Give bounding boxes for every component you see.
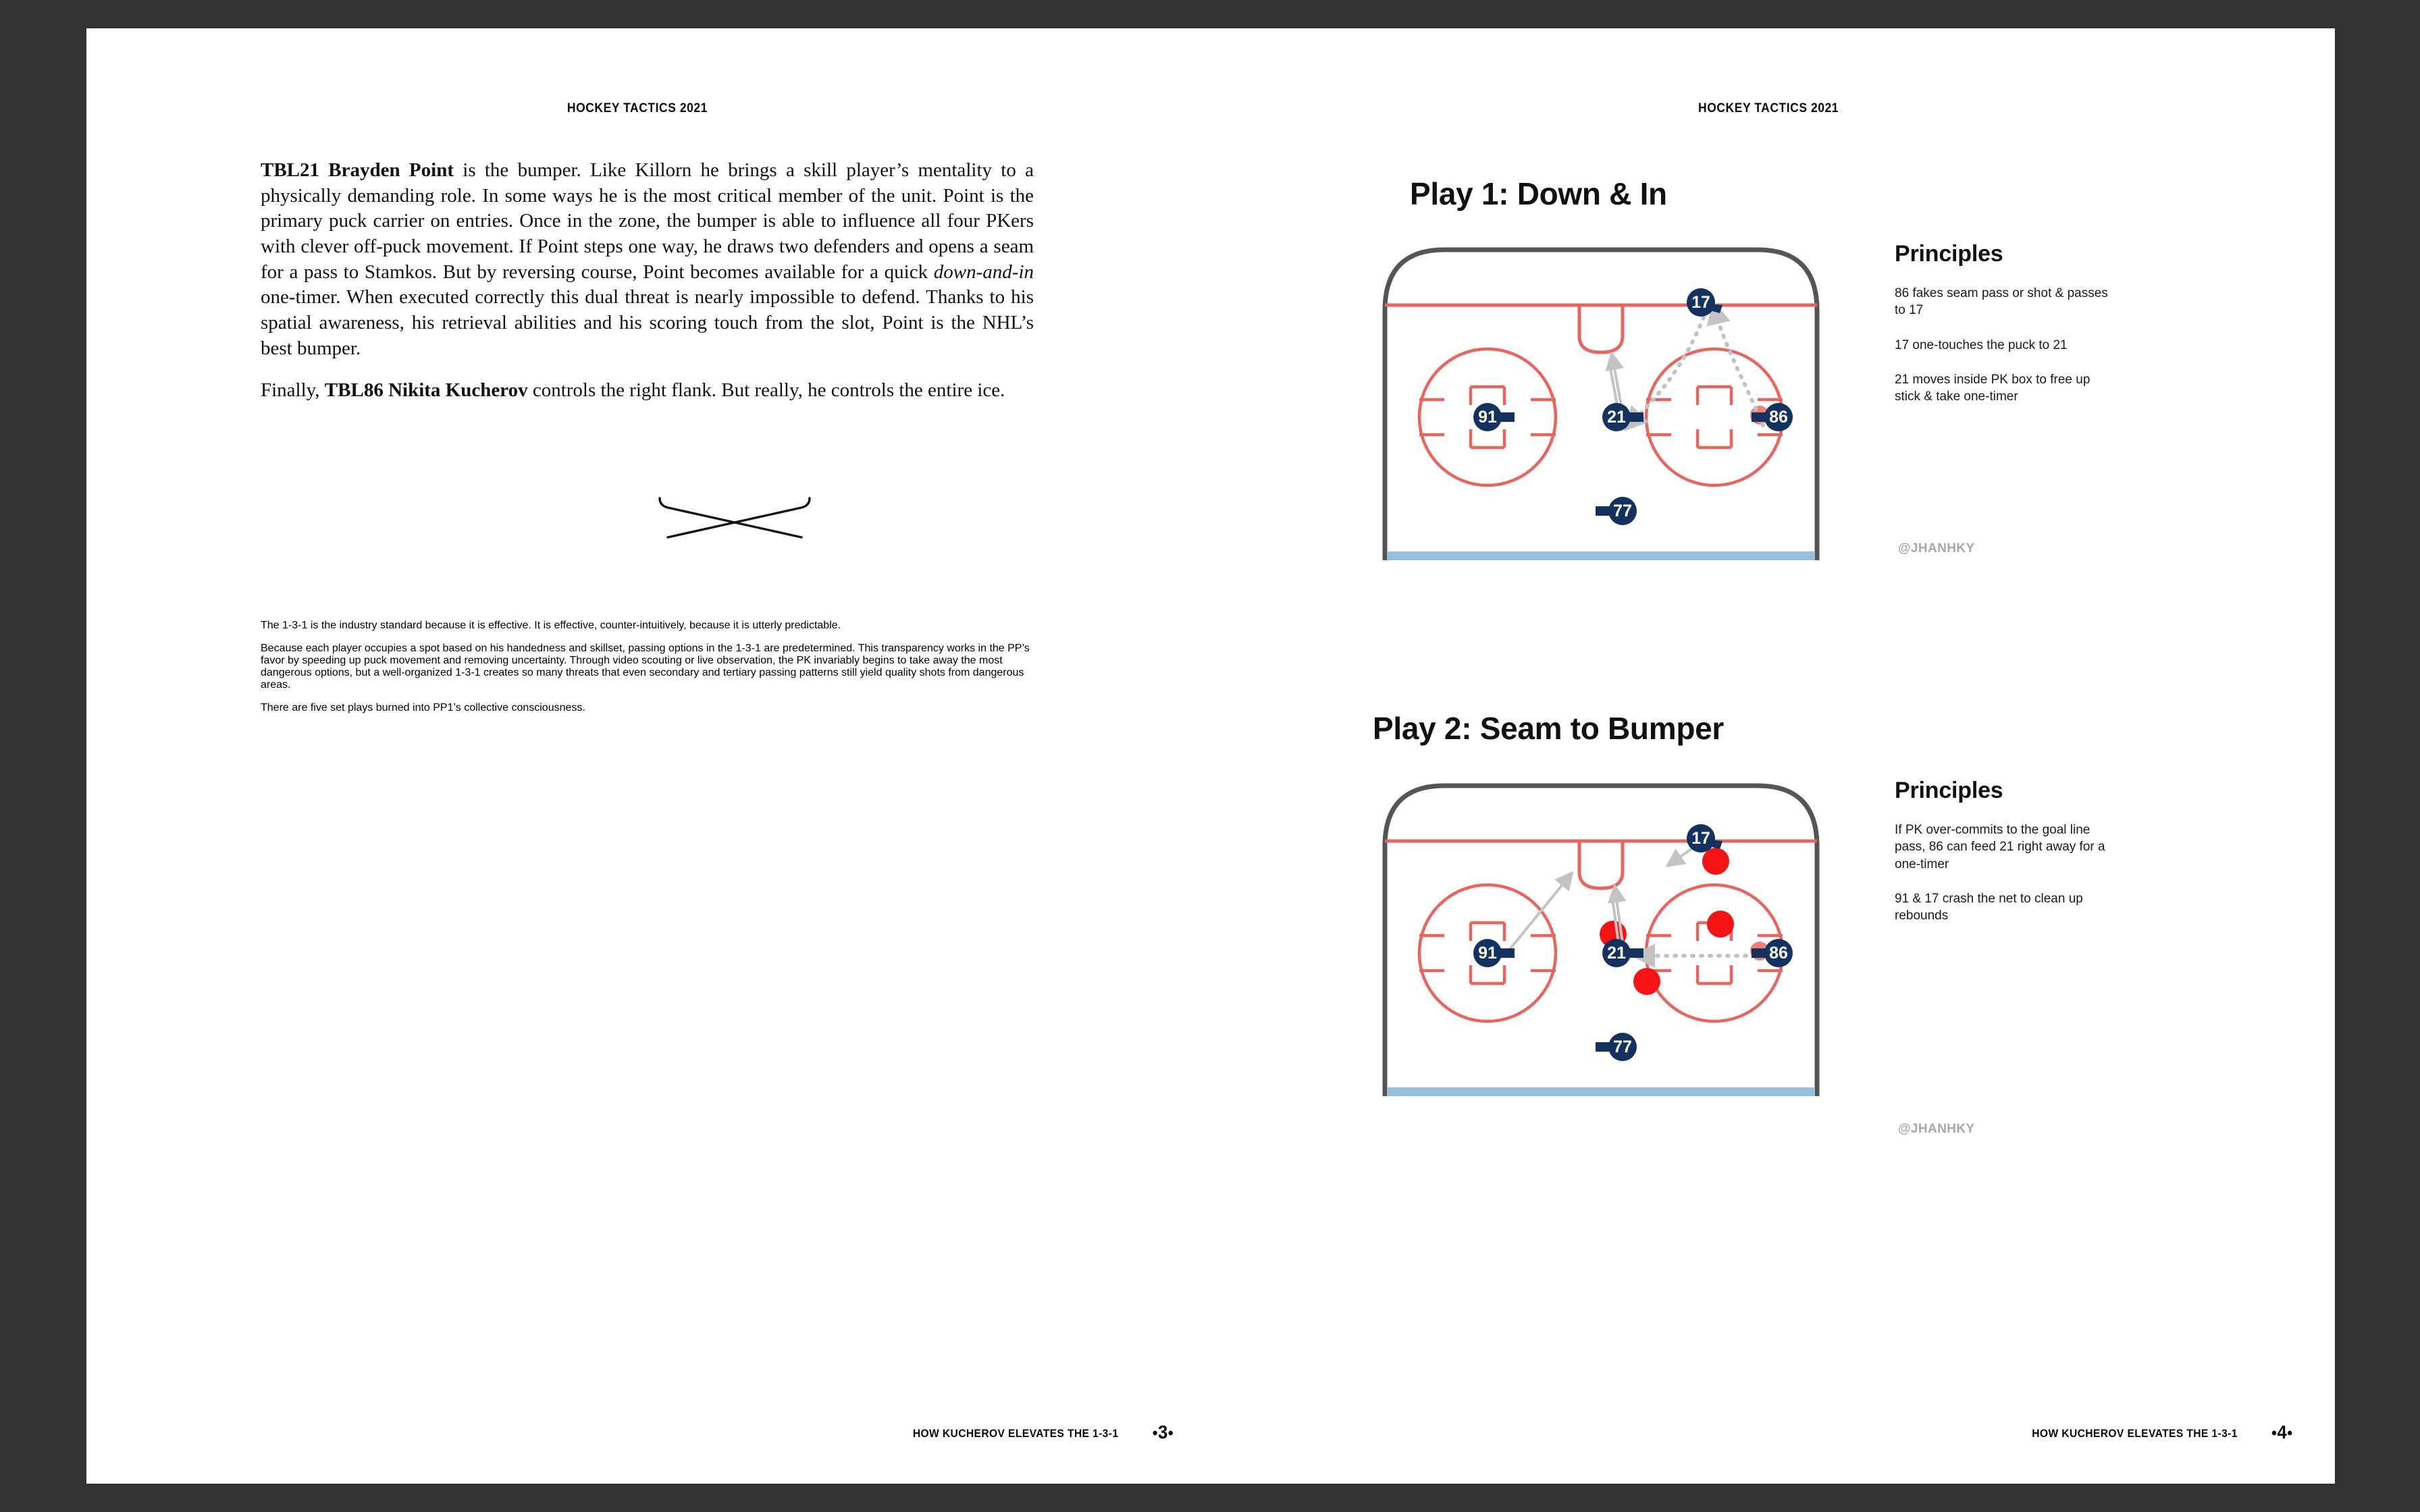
text-run: TBL86 Nikita Kucherov <box>324 379 528 401</box>
defender-marker[interactable] <box>1707 911 1734 938</box>
body-column-bottom <box>261 609 1034 725</box>
player-number-label: 86 <box>1769 944 1788 963</box>
player-number-label: 86 <box>1769 408 1788 427</box>
play-1-block <box>1211 28 2335 636</box>
crossed-hockey-sticks-icon <box>657 494 812 541</box>
play-2-principles-heading: Principles <box>1895 778 2003 803</box>
player-number-label: 21 <box>1607 944 1626 963</box>
footer-title-left: HOW KUCHEROV ELEVATES THE 1-3-1 <box>912 1427 1119 1440</box>
text-run: The 1-3-1 is the industry standard because it is effective. It is effective, counter-intuitively, because it is utterly predictable. <box>261 620 841 631</box>
page-left <box>86 28 1211 1484</box>
defender-marker[interactable] <box>1702 848 1729 875</box>
play-1-principle-item: 86 fakes seam pass or shot & passes to 17 <box>1895 286 2108 318</box>
page-number-left: ●3● <box>1152 1422 1174 1442</box>
paragraph-4 <box>261 643 1034 691</box>
paragraph-1 <box>261 158 1034 362</box>
player-number-label: 91 <box>1478 944 1497 963</box>
paragraph-2 <box>261 378 1034 404</box>
text-run: Finally, <box>261 379 325 401</box>
play-1-principles <box>1895 241 2118 423</box>
blue-line <box>1387 1087 1815 1096</box>
page-number-right: ●4● <box>2271 1422 2293 1442</box>
footer-title-right: HOW KUCHEROV ELEVATES THE 1-3-1 <box>2032 1427 2238 1440</box>
text-run: controls the right flank. But really, he controls the entire ice. <box>527 379 1005 401</box>
text-run: down-and-in <box>933 261 1034 283</box>
play-2-principles <box>1895 778 2118 942</box>
play-1-principle-item: 17 one-touches the puck to 21 <box>1895 338 2068 352</box>
footer-left <box>139 1420 1357 1442</box>
play-1-rink <box>1365 223 1837 574</box>
text-run: Because each player occupies a spot based on his handedness and skillset, passing options in the 1-3-1 are predetermined. This transparency works in the PP’s favor by speeding up puck movement and removing uncertainty. Through video scouting or live observation, the PK invariably begins to take away the most dangerous options, but a well-organized 1-3-1 creates so many threats that even secondary and tertiary passing patterns still yield quality shots from dangerous areas. <box>261 643 1030 691</box>
blue-line <box>1387 551 1815 560</box>
book-spread <box>86 28 2335 1484</box>
text-run: TBL21 Brayden Point <box>261 159 454 181</box>
play-2-title: Play 2: Seam to Bumper <box>1373 711 1725 746</box>
player-number-label: 17 <box>1691 829 1710 848</box>
player-number-label: 17 <box>1691 293 1710 312</box>
text-run: There are five set plays burned into PP1’s collective consciousness. <box>261 702 585 713</box>
player-number-label: 77 <box>1613 502 1632 520</box>
player-number-label: 77 <box>1613 1037 1632 1056</box>
play-2-block <box>1211 710 2335 1318</box>
player-number-label: 21 <box>1607 408 1626 427</box>
player-number-label: 91 <box>1478 408 1497 427</box>
paragraph-3 <box>261 620 1034 632</box>
defender-marker[interactable] <box>1633 968 1660 995</box>
footer-right <box>1259 1420 2358 1442</box>
play-2-principle-item: 91 & 17 crash the net to clean up rebounds <box>1895 891 2083 923</box>
play-1-title: Play 1: Down & In <box>1410 176 1667 211</box>
play-2-principle-item: If PK over-commits to the goal line pass, 86 can feed 21 right away for a one-timer <box>1895 823 2105 871</box>
paragraph-5 <box>261 702 1034 714</box>
watermark-play-2: @JHANHKY <box>1898 1122 1975 1136</box>
page-right <box>1211 28 2335 1484</box>
play-2-rink <box>1365 759 1837 1110</box>
running-head-left: HOCKEY TACTICS 2021 <box>567 101 708 115</box>
play-1-principle-item: 21 moves inside PK box to free up stick & take one-timer <box>1895 372 2090 404</box>
play-1-principles-heading: Principles <box>1895 241 2003 267</box>
running-head-right: HOCKEY TACTICS 2021 <box>1698 101 1839 115</box>
text-run: one-timer. When executed correctly this dual threat is nearly impossible to defend. Thanks to his spatial awareness, his retrieval abilities and his scoring touch from the slot, Point is the NHL’s best bumper. <box>261 286 1034 359</box>
text-run: is the bumper. Like Killorn he brings a skill player’s mentality to a physically demanding role. In some ways he is the most critical member of the unit. Point is the primary puck carrier on entries. Once in the zone, the bumper is able to influence all four PKers with clever off-puck movement. If Point steps one way, he draws two defenders and opens a seam for a pass to Stamkos. But by reversing course, Point becomes available for a quick <box>261 159 1034 283</box>
watermark-play-1: @JHANHKY <box>1898 541 1975 556</box>
body-column-top <box>261 158 1034 403</box>
